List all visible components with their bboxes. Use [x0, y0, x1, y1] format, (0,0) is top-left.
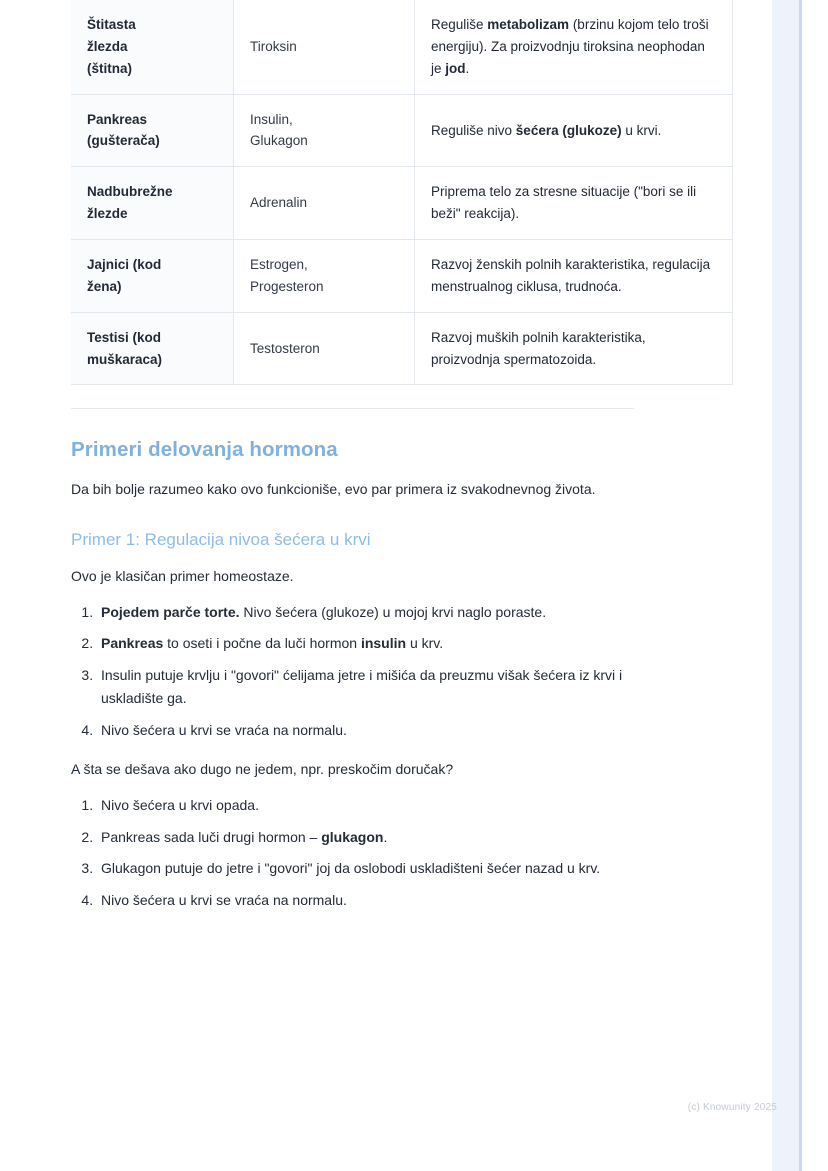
table-row: [71, 312, 733, 385]
table-cell-hormones: [234, 240, 415, 313]
list-item: 2. Pankreas to oseti i počne da luči hormon insulin u krv.: [97, 632, 634, 656]
steps-list-high-sugar: [71, 601, 634, 743]
page-side-rail: [772, 0, 800, 1171]
gland-line: (štitna): [87, 60, 132, 76]
gland-line: muškaraca): [87, 351, 163, 367]
table-cell-hormones: [234, 94, 415, 167]
gland-line: žena): [87, 278, 122, 294]
table-cell-function: Reguliše metabolizam (brzinu kojom telo troši energiju). Za proizvodnju tiroksina neophodan je jod.: [415, 0, 733, 94]
table-row: [71, 240, 733, 313]
table-row: [71, 94, 733, 167]
table-cell-gland: [71, 94, 234, 167]
page-title: Primeri delovanja hormona: [71, 438, 338, 462]
hormone-table: [71, 0, 733, 385]
list-item: 3. Insulin putuje krvlju i "govori" ćelijama jetre i mišića da preuzmu višak šećera iz krvi i uskladište ga.: [97, 664, 634, 711]
list-item: 4. Nivo šećera u krvi se vraća na normalu.: [97, 719, 634, 743]
hormone-line: Estrogen,: [250, 257, 308, 273]
page-scrollbar[interactable]: [799, 0, 802, 1171]
table-cell-function: Razvoj ženskih polnih karakteristika, regulacija menstrualnog ciklusa, trudnoća.: [415, 240, 733, 313]
section-divider: [71, 408, 634, 409]
table-cell-gland: [71, 312, 234, 385]
gland-line: Jajnici (kod: [87, 257, 162, 273]
list-item: 4. Nivo šećera u krvi se vraća na normalu.: [97, 889, 634, 913]
footer-credit: (c) Knowunity 2025: [687, 1102, 777, 1113]
gland-line: žlezde: [87, 206, 128, 222]
table-cell-gland: [71, 167, 234, 240]
table-row: [71, 0, 733, 94]
hormone-line: Glukagon: [250, 133, 308, 149]
mid-question-paragraph: A šta se dešava ako dugo ne jedem, npr. preskočim doručak?: [71, 761, 454, 778]
table-cell-gland: [71, 240, 234, 313]
hormone-line: Tiroksin: [250, 38, 297, 54]
table-cell-function: Priprema telo za stresne situacije ("bori se ili beži" reakcija).: [415, 167, 733, 240]
subsection-intro-paragraph: Ovo je klasičan primer homeostaze.: [71, 567, 294, 584]
gland-line: (gušterača): [87, 133, 160, 149]
subsection-title: Primer 1: Regulacija nivoa šećera u krvi: [71, 529, 371, 549]
table-cell-hormones: [234, 167, 415, 240]
table-row: [71, 167, 733, 240]
hormone-table-body: [71, 0, 733, 385]
gland-line: Štitasta: [87, 17, 136, 32]
gland-line: Nadbubrežne: [87, 184, 173, 200]
list-item: 2. Pankreas sada luči drugi hormon – glukagon.: [97, 826, 634, 850]
hormone-line: Insulin,: [250, 111, 293, 127]
hormone-line: Progesteron: [250, 278, 324, 294]
list-item: 1. Nivo šećera u krvi opada.: [97, 794, 634, 818]
hormone-line: Adrenalin: [250, 195, 308, 211]
document-content: [71, 0, 711, 912]
section-intro-paragraph: Da bih bolje razumeo kako ovo funkcioniše, evo par primera iz svakodnevnog života.: [71, 481, 596, 498]
table-cell-function: Reguliše nivo šećera (glukoze) u krvi.: [415, 94, 733, 167]
table-cell-function: Razvoj muških polnih karakteristika, proizvodnja spermatozoida.: [415, 312, 733, 385]
gland-line: Testisi (kod: [87, 329, 162, 345]
list-item: 3. Glukagon putuje do jetre i "govori" joj da oslobodi uskladišteni šećer nazad u krv.: [97, 857, 634, 881]
table-cell-hormones: [234, 0, 415, 94]
list-item: 1. Pojedem parče torte. Nivo šećera (glukoze) u mojoj krvi naglo poraste.: [97, 601, 634, 625]
gland-line: žlezda: [87, 38, 128, 54]
table-cell-gland: [71, 0, 234, 94]
steps-list-low-sugar: [71, 794, 634, 912]
table-cell-hormones: [234, 312, 415, 385]
gland-line: Pankreas: [87, 111, 148, 127]
hormone-line: Testosteron: [250, 340, 320, 356]
